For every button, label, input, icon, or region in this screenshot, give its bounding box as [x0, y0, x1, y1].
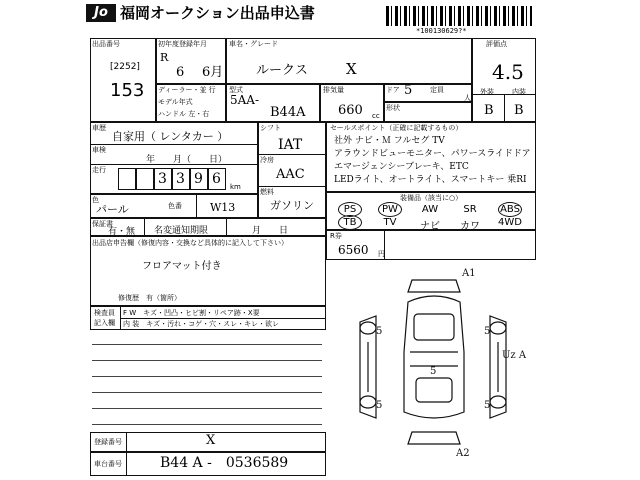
type-value: B44A [270, 105, 306, 120]
mileage-digit: 3 [176, 171, 185, 187]
equipment-item: TB [343, 217, 357, 228]
recycle-value: 6560 [338, 243, 369, 257]
blank-line [92, 392, 322, 393]
form-title: 福岡オークション出品申込書 [120, 4, 315, 22]
lot-number: 153 [110, 80, 145, 101]
model-year-label: モデル年式 [158, 98, 193, 106]
color-no-label: 色番 [168, 202, 182, 210]
notes-value: フロアマット付き [142, 261, 222, 272]
logo: Jo [86, 4, 116, 22]
equipment-item: PW [382, 204, 398, 215]
type-label: 型式 [229, 86, 243, 94]
car-diagram [330, 262, 536, 462]
damage-mark: 5 [430, 366, 437, 377]
damage-mark: 5 [484, 400, 491, 411]
fuel-value: ガソリン [270, 199, 314, 212]
capacity-unit: 人 [464, 94, 471, 102]
sales-point-line: エマージェンシーブレーキ、ETC [334, 162, 469, 172]
blank-line [92, 344, 322, 345]
sales-point-line: 社外 ナビ・Ｍ フルセグ TV [334, 136, 445, 146]
diagram-label-bottom: A2 [456, 448, 470, 459]
ac-label: 冷房 [260, 156, 274, 164]
blank-line [92, 424, 322, 425]
car-grade: X [346, 60, 357, 78]
mileage-digit: 9 [194, 171, 203, 187]
displacement-unit: cc [372, 112, 380, 120]
interior-label: 内装 [512, 88, 526, 96]
mileage-digit: 3 [158, 171, 167, 187]
damage-mark: 5 [376, 326, 383, 337]
score-value: 4.5 [492, 60, 524, 84]
diagram-label-right: Uz A [502, 350, 527, 361]
doors-value: 5 [404, 83, 413, 98]
color-no-value: W13 [210, 201, 236, 214]
inspection-label: 車検 [92, 146, 106, 154]
blank-line [92, 360, 322, 361]
dealer-label: ディーラー・並 行 [158, 86, 216, 94]
transfer-value: 月 日 [252, 226, 289, 236]
mileage-unit: km [230, 183, 241, 191]
equipment-item: SR [463, 204, 477, 215]
chassis-label: 車台番号 [94, 460, 122, 468]
year-era: R [160, 51, 169, 64]
shape-label: 形状 [386, 104, 400, 112]
shift-label: シフト [260, 124, 281, 132]
warranty-label: 保証書 [92, 220, 113, 228]
diagram-label-top: A1 [462, 268, 476, 279]
ac-value: AAC [276, 167, 305, 182]
inspector-row: F W キズ・凹凸・ヒビ割・リペア跡・X要 [123, 309, 260, 317]
equipment-item: カワ [460, 221, 480, 232]
usage-label: 車歴 [92, 124, 106, 132]
inspector-label: 検査員 [94, 309, 115, 317]
blank-line [92, 408, 322, 409]
equipment-label: 装備品（該当に○） [400, 194, 463, 202]
exterior-label: 外装 [480, 88, 494, 96]
transfer-label: 名変通知期限 [154, 226, 209, 236]
equipment-item: TV [383, 217, 397, 228]
car-name-label: 車名・グレード [229, 40, 278, 48]
registration-label: 登録番号 [94, 438, 122, 446]
chassis-value: B44 A - 0536589 [160, 455, 289, 471]
registration-value: X [206, 433, 216, 448]
equipment-item: PS [343, 204, 357, 215]
equipment-circle [378, 202, 402, 217]
score-label: 評価点 [486, 40, 507, 48]
displacement-label: 排気量 [323, 86, 344, 94]
mileage-cell [118, 168, 136, 190]
displacement-value: 660 [338, 103, 363, 118]
equipment-item: ナビ [420, 221, 440, 232]
mileage-digit: 6 [212, 171, 221, 187]
sales-points-label: セールスポイント（正確に記載するもの） [330, 124, 463, 132]
inspector-label2: 記入欄 [94, 319, 115, 327]
lot-label: 出品番号 [92, 40, 120, 48]
mileage-label: 走行 [92, 166, 106, 174]
mileage-cell [136, 168, 154, 190]
capacity-label: 定員 [430, 86, 444, 94]
damage-mark: 5 [376, 400, 383, 411]
barcode-text: *100130629?* [416, 27, 467, 35]
blank-line [92, 376, 322, 377]
sales-point-line: アラウンドビューモニター、パワースライドドア [334, 149, 531, 159]
year-value: 6 [176, 65, 185, 80]
equipment-circle [338, 215, 362, 230]
interior-grade: B [514, 103, 524, 118]
color-label: 色 [92, 196, 99, 204]
lot-code: [2252] [110, 62, 140, 72]
repair-value: 有（箇所） [146, 294, 181, 302]
equipment-item: 4WD [498, 217, 522, 228]
fuel-label: 燃料 [260, 188, 274, 196]
recycle-unit: 円 [378, 250, 385, 258]
year-label: 初年度登録年月 [158, 40, 207, 48]
year-month: 6月 [202, 65, 224, 80]
car-name: ルークス [256, 63, 308, 78]
handle-label: ハンドル 左・右 [158, 110, 210, 118]
repair-label: 修復歴 [118, 294, 139, 302]
doors-label: ドア [386, 86, 400, 94]
type-prefix: 5AA- [230, 93, 260, 107]
equipment-item: AW [421, 204, 439, 215]
sales-point-line: LEDライト、オートライト、スマートキー 乗RI [334, 175, 527, 185]
equipment-circle [498, 202, 522, 217]
recycle-label: R券 [330, 232, 342, 240]
shift-value: IAT [278, 137, 303, 153]
inspector-row: 内 装 キズ・汚れ・コゲ・穴・スレ・キレ・欲レ [123, 320, 280, 328]
barcode [386, 6, 532, 26]
notes-label: 出品店申告欄（修復内容・交換など具体的に記入して下さい） [92, 239, 288, 247]
exterior-grade: B [484, 103, 494, 118]
color-value: パール [96, 203, 129, 216]
usage-value: 自家用（ レンタカー ） [112, 130, 229, 143]
damage-mark: 5 [484, 326, 491, 337]
inspection-value: 年 月（ 日） [146, 155, 228, 165]
equipment-item: ABS [500, 204, 520, 215]
warranty-value: 有・無 [108, 227, 136, 237]
